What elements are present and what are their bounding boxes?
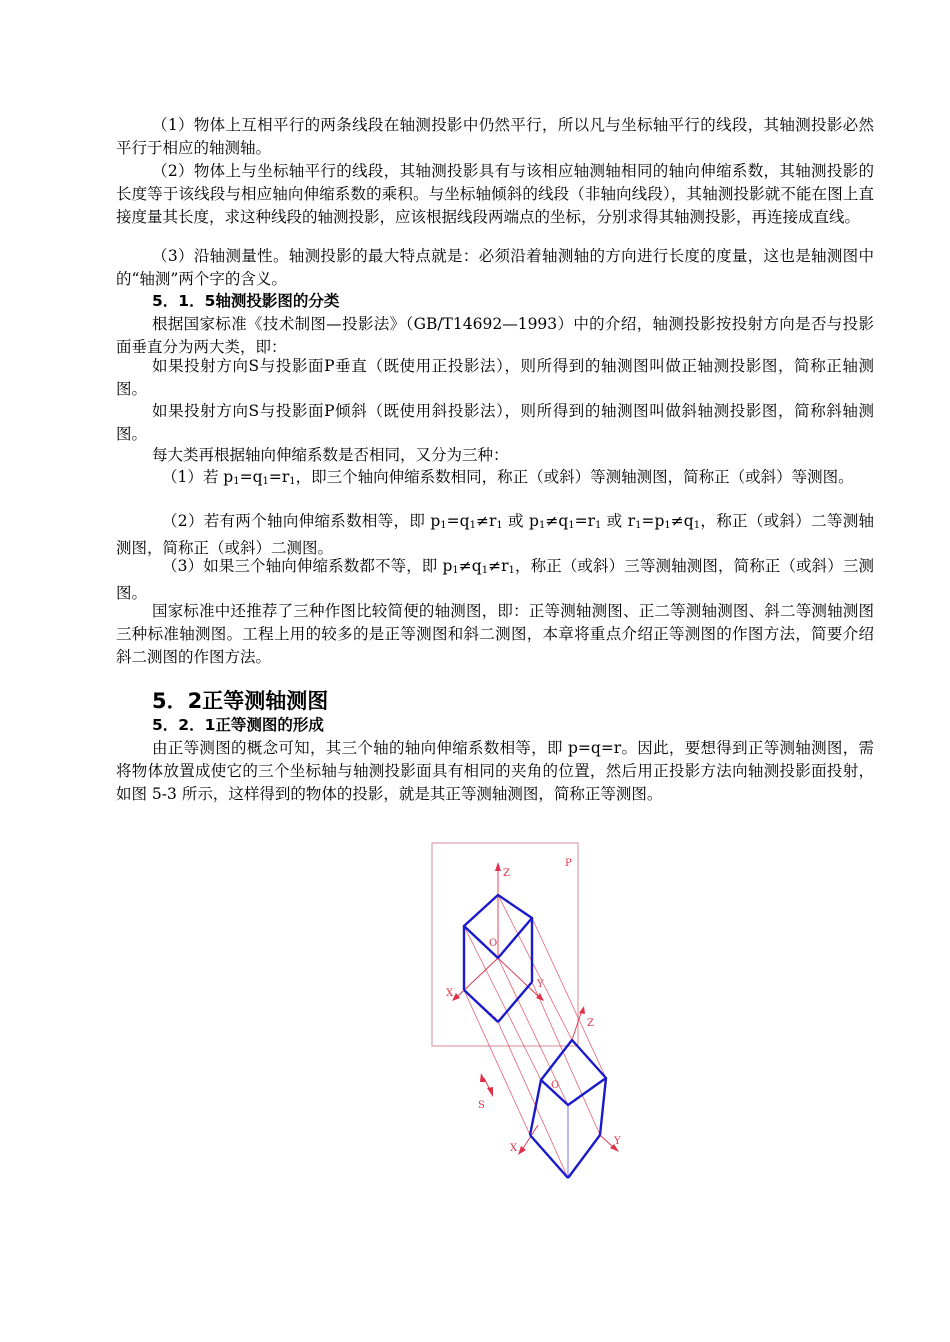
label-o-upper: O bbox=[489, 938, 498, 949]
text-fragment: ，称正（或斜）二等测轴测图，简称正（或斜）二测图。 bbox=[116, 512, 874, 557]
paragraph-measurability: （3）沿轴测量性。轴测投影的最大特点就是：必须沿着轴测轴的方向进行长度的度量，这也是轴测图中的“轴测”两个字的含义。 bbox=[116, 247, 874, 288]
section-heading-5-2-1: 5．2．1正等测图的形成 bbox=[152, 716, 324, 734]
label-plane-p: P bbox=[565, 858, 572, 869]
label-y-lower: Y bbox=[614, 1136, 621, 1147]
isometric-projection-figure bbox=[420, 835, 630, 1185]
label-x-lower: X bbox=[510, 1143, 518, 1154]
z-arrow-icon bbox=[495, 862, 501, 871]
lower-cube bbox=[530, 1040, 606, 1178]
projection-rays bbox=[464, 895, 606, 1178]
paragraph-parallelism: （1）物体上互相平行的两条线段在轴测投影中仍然平行，所以凡与坐标轴平行的线段，其轴测投影必然平行于相应的轴测轴。 bbox=[116, 116, 874, 157]
text-fragment: ，称正（或斜）三等测轴测图，简称正（或斜）三测图。 bbox=[116, 557, 874, 602]
s-arrow-icon bbox=[487, 1087, 493, 1097]
label-z-lower: Z bbox=[587, 1018, 594, 1029]
paragraph-oblique-axonometric: 如果投射方向S与投影面P倾斜（既使用斜投影法），则所得到的轴测图叫做斜轴测投影图，简称斜轴测图。 bbox=[116, 402, 874, 443]
paragraph-standard-recommendation: 国家标准中还推荐了三种作图比较简便的轴测图，即：正等测轴测图、正二等测轴测图、斜二等测轴测图三种标准轴测图。工程上用的较多的是正等测图和斜二测图，本章将重点介绍正等测图的作图方法，简要介绍斜二测图的作图方法。 bbox=[116, 602, 874, 666]
paragraph-dimetric-kind: （2）若有两个轴向伸缩系数相等，即 $p_1=q_1\ne r_1$ 或 $p_1\ne q_1=r_1$ 或 $r_1=p_1\ne q_1$，称正（或斜）二等测轴测图，简称正（或斜）二测图。 bbox=[116, 512, 874, 557]
text-fragment: （2）若有两个轴向伸缩系数相等，即 bbox=[162, 512, 431, 530]
s-arrow-icon bbox=[480, 1073, 486, 1082]
section-heading-5-2: 5．2正等测轴测图 bbox=[152, 689, 329, 713]
section-heading-5-1-5: 5．1．5轴测投影图的分类 bbox=[152, 292, 340, 310]
x-arrow-icon bbox=[518, 1146, 526, 1155]
label-s-direction: S bbox=[478, 1100, 485, 1111]
text-fragment: ，即三个轴向伸缩系数相同，称正（或斜）等测轴测图，简称正（或斜）等测图。 bbox=[295, 468, 854, 486]
x-arrow-icon bbox=[452, 993, 460, 1001]
paragraph-orthogonal-axonometric: 如果投射方向S与投影面P垂直（既使用正投影法），则所得到的轴测图叫做正轴测投影图，简称正轴测图。 bbox=[116, 357, 874, 398]
paragraph-three-kinds: 每大类再根据轴向伸缩系数是否相同，又分为三种： bbox=[152, 446, 509, 464]
paragraph-standard-classification: 根据国家标准《技术制图—投影法》（GB/T14692—1993）中的介绍，轴测投影按投射方向是否与投影面垂直分为两大类，即： bbox=[116, 315, 874, 356]
upper-axes bbox=[458, 868, 538, 1022]
paragraph-axial-coefficient: （2）物体上与坐标轴平行的线段，其轴测投影具有与该相应轴测轴相同的轴向伸缩系数，其轴测投影的长度等于该线段与相应轴向伸缩系数的乘积。与坐标轴倾斜的线段（非轴向线段），其轴测投影就不能在图上直接度量其长度，求这种线段的轴测投影，应该根据线段两端点的坐标，分别求得其轴测投影，再连接成直线。 bbox=[116, 162, 874, 226]
figure-labels bbox=[446, 858, 621, 1154]
paragraph-trimetric-kind: （3）如果三个轴向伸缩系数都不等，即 $p_1\ne q_1\ne r_1$，称正（或斜）三等测轴测图，简称正（或斜）三测图。 bbox=[116, 557, 874, 602]
text-fragment: （3）如果三个轴向伸缩系数都不等，即 bbox=[162, 557, 443, 575]
text-fragment: （1）若 p bbox=[162, 468, 234, 486]
paragraph-isometric-formation: 由正等测图的概念可知，其三个轴的轴向伸缩系数相等，即 p=q=r。因此，要想得到正等测轴测图，需将物体放置成使它的三个坐标轴与轴测投影面具有相同的夹角的位置，然后用正投影方法向轴测投影面投射，如图 5-3 所示，这样得到的物体的投影，就是其正等测轴测图，简称正等测图。 bbox=[116, 739, 874, 803]
label-x-upper: X bbox=[446, 988, 454, 999]
lower-axes bbox=[484, 1010, 614, 1150]
z-arrow-icon bbox=[579, 1006, 585, 1014]
paragraph-isometric-kind: （1）若 $p_1=q_1=r_1$，即三个轴向伸缩系数相同，称正（或斜）等测轴测图，简称正（或斜）等测图。 bbox=[162, 468, 854, 487]
label-z-upper: Z bbox=[503, 868, 510, 879]
label-o-lower: O bbox=[551, 1080, 560, 1091]
label-y-upper: Y bbox=[537, 979, 544, 990]
